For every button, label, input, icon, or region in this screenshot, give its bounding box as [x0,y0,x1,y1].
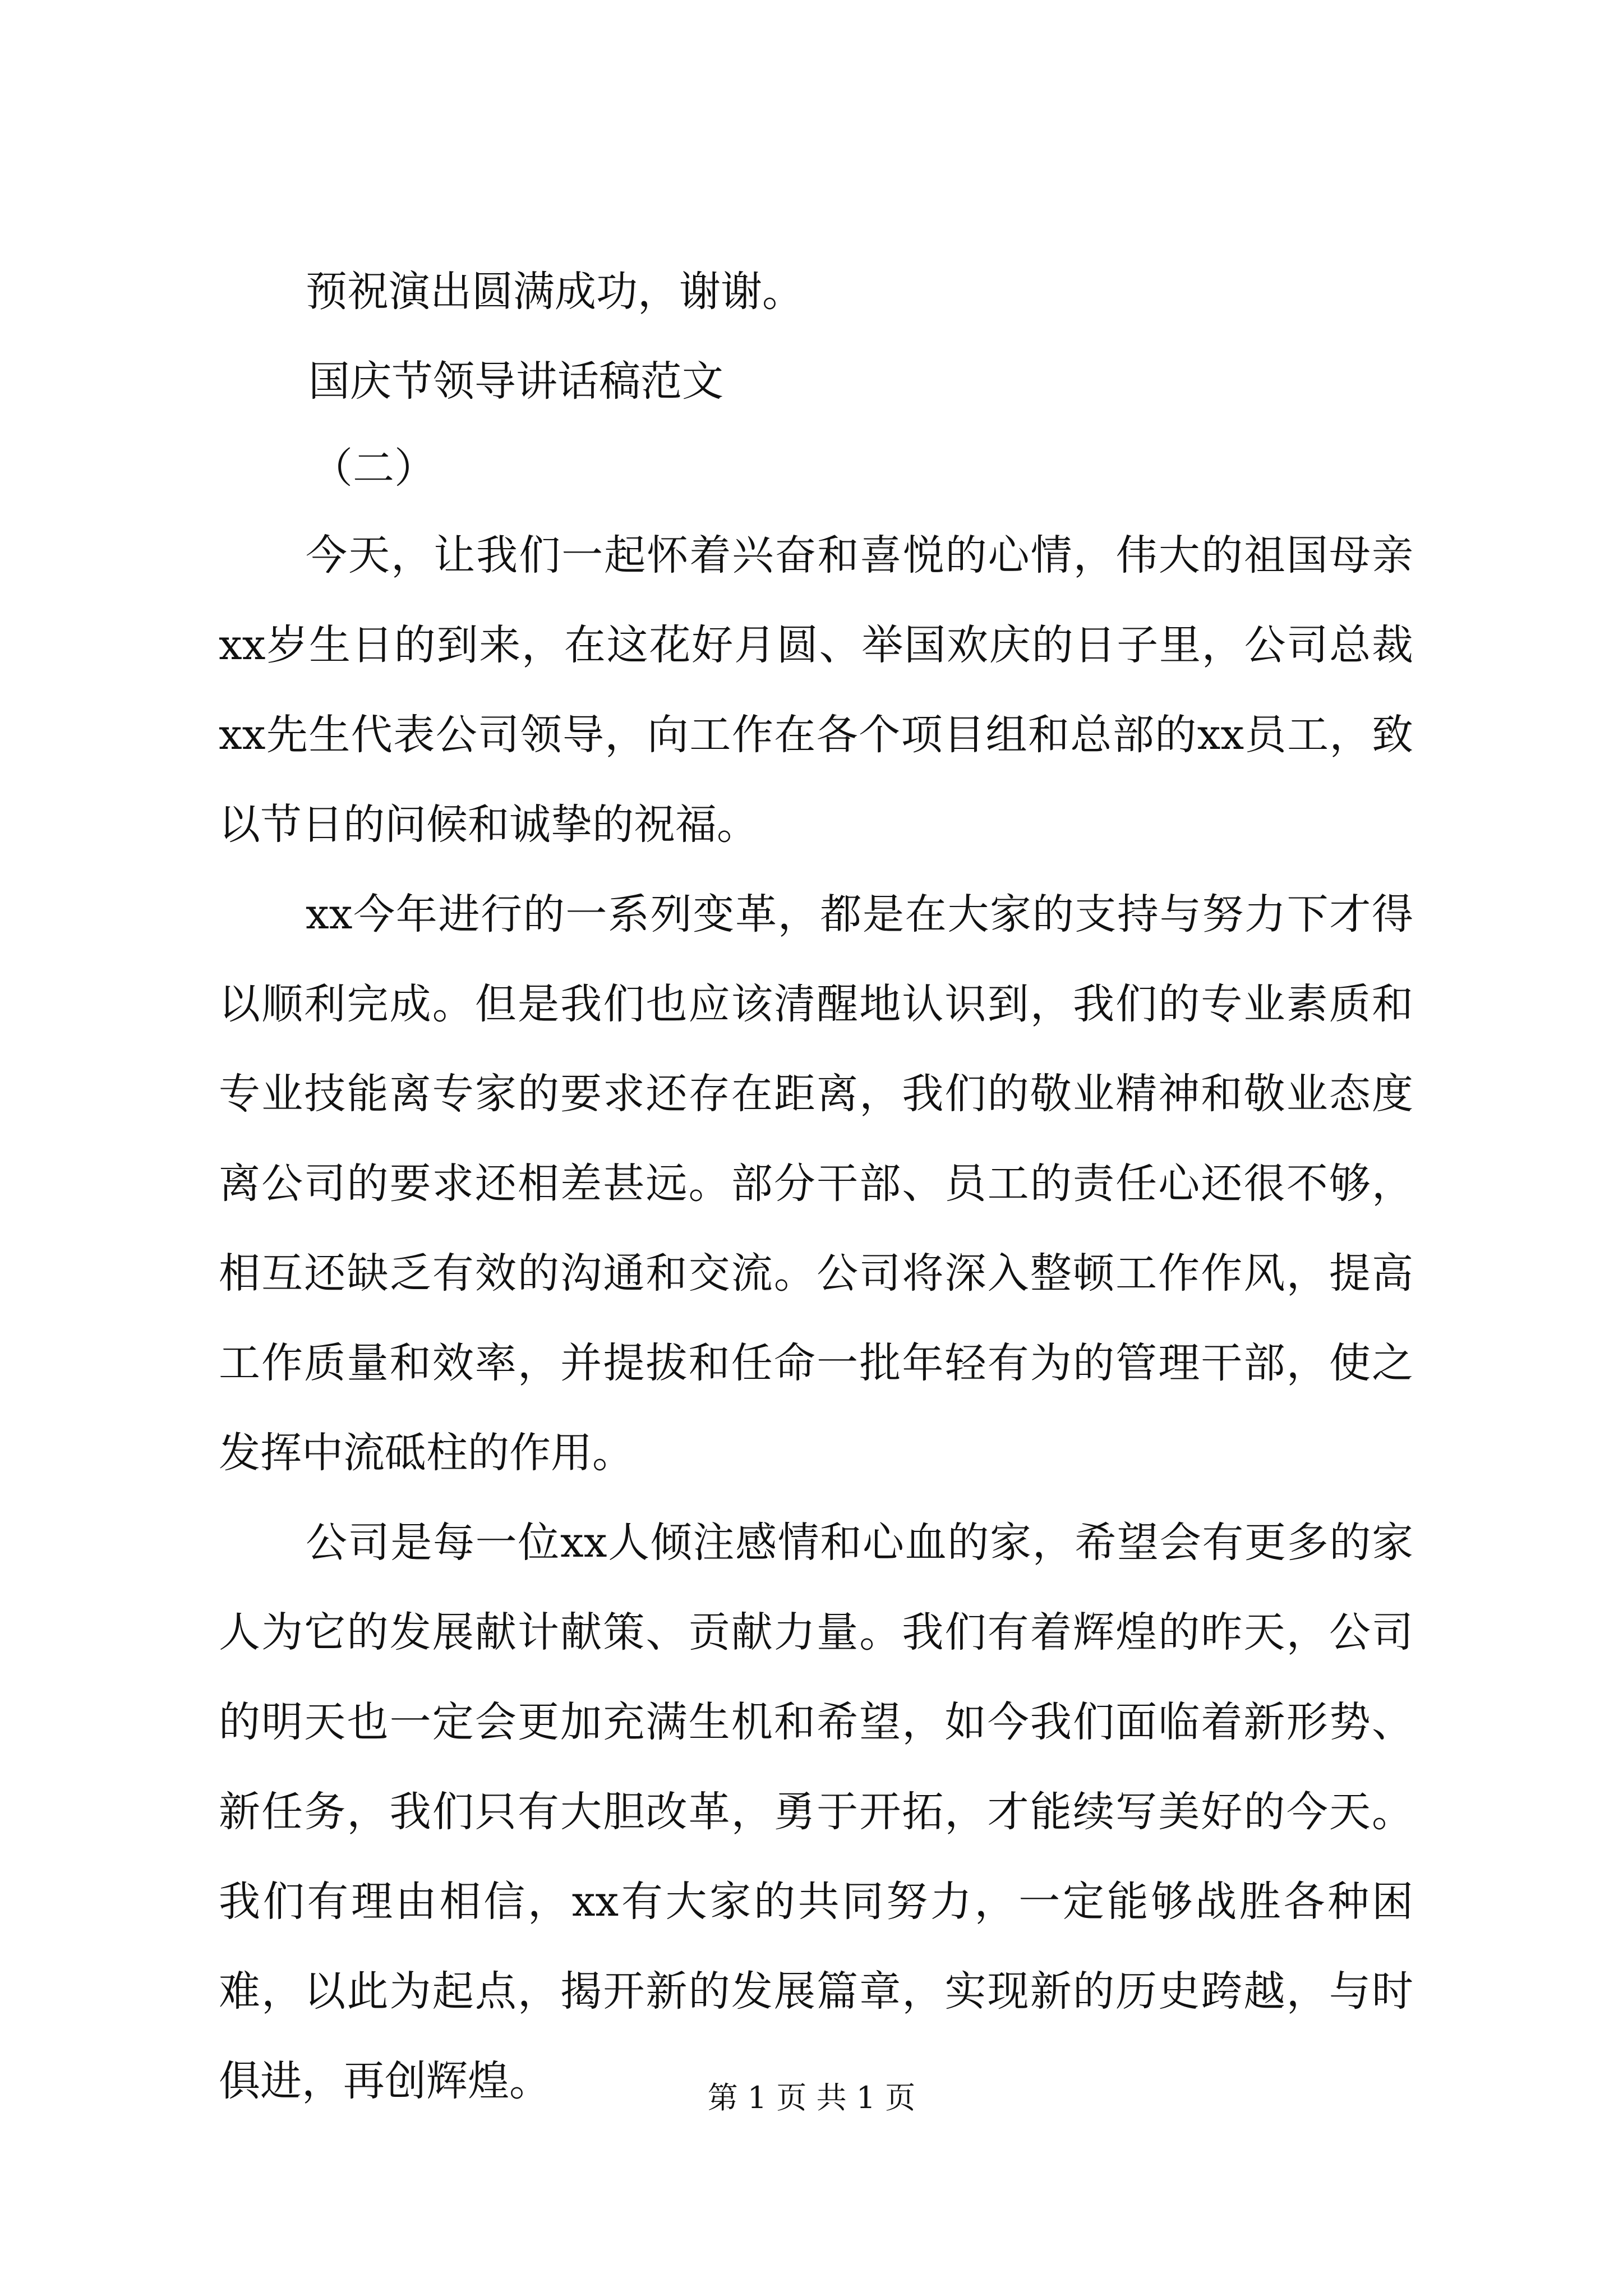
paragraph-2: xx今年进行的一系列变革，都是在大家的支持与努力下才得以顺利完成。但是我们也应该清醒地认识到，我们的专业素质和专业技能离专家的要求还存在距离，我们的敬业精神和敬业态度离公司的要求还相差甚远。部分干部、员工的责任心还很不够，相互还缺乏有效的沟通和交流。公司将深入整顿工作作风，提高工作质量和效率，并提拔和任命一批年轻有为的管理干部，使之发挥中流砥柱的作用。 [219,890,1413,1477]
page-footer: 第 1 页 共 1 页 [707,2080,916,2115]
document-body [219,247,1413,2126]
paragraph-1: 今天，让我们一起怀着兴奋和喜悦的心情，伟大的祖国母亲xx岁生日的到来，在这花好月圆、举国欢庆的日子里，公司总裁xx先生代表公司领导，向工作在各个项目组和总部的xx员工，致以节日的问候和诚挚的祝福。 [219,531,1413,849]
closing-line: 预祝演出圆满成功，谢谢。 [306,268,804,316]
speech-subtitle: （二） [311,444,436,493]
paragraph-3: 公司是每一位xx人倾注感情和心血的家，希望会有更多的家人为它的发展献计献策、贡献力量。我们有着辉煌的昨天，公司的明天也一定会更加充满生机和希望，如今我们面临着新形势、新任务，我们只有大胆改革，勇于开拓，才能续写美好的今天。我们有理由相信，xx有大家的共同努力，一定能够战胜各种困难，以此为起点，揭开新的发展篇章，实现新的历史跨越，与时俱进，再创辉煌。 [219,1519,1413,2105]
speech-title: 国庆节领导讲话稿范文 [308,357,723,406]
